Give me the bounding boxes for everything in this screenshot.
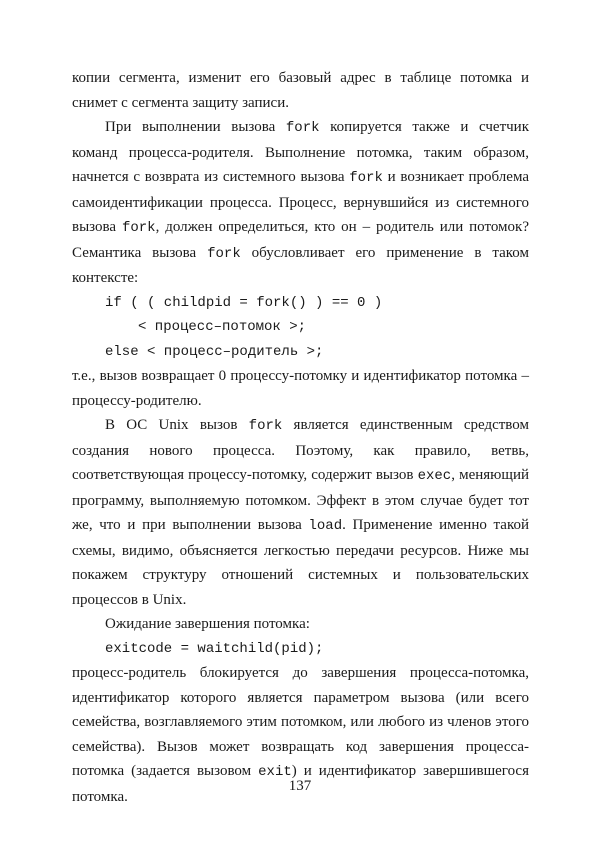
code-line: if ( ( childpid = fork() ) == 0 ) (105, 294, 383, 311)
text-run: , должен определиться, кто он – родитель или потомок? Семантика вызова (72, 219, 529, 261)
text-run: При выполнении вызова (105, 119, 286, 135)
code-line: else < процесс–родитель >; (105, 343, 324, 360)
code-line: < процесс–потомок >; (138, 319, 307, 335)
text-run: обусловливает его применение в таком контексте: (72, 244, 529, 286)
text-run: процесс-родитель блокируется до завершения процесса-потомка, идентификатор которого является параметром вызова (или всего семейства, возглавляемого этим потомком, или любого из членов этого семейства). Вызов может возвращать код завершения процесса-потомка (задается вызовом (72, 665, 529, 779)
text-run: является единственным средством создания нового процесса. Поэтому, как правило, ветвь, соответствующая процессу-потомку, содержит вызов (72, 417, 529, 483)
code-line: exitcode = waitchild(pid); (105, 640, 324, 657)
inline-code: fork (349, 170, 383, 186)
text-run: В ОС Unix вызов (105, 417, 249, 433)
page-number: 137 (288, 778, 312, 794)
text-run: . Применение именно такой схемы, видимо, объясняется легкостью передачи ресурсов. Ниже мы покажем структуру отношений системных и пользовательских процессов в Unix. (72, 517, 529, 608)
inline-code: fork (207, 245, 241, 262)
text-run: копируется также и счетчик команд процесса-родителя. Выполнение потомка, таким образом, начнется с возврата из системного вызова (72, 119, 529, 185)
text-run: и возникает проблема самоидентификации процесса. Процесс, вернувшийся из системного вызова (72, 169, 529, 235)
paragraph (72, 364, 529, 413)
inline-code: exec (417, 468, 452, 484)
page-body-text (72, 66, 529, 809)
paragraph (72, 115, 529, 291)
inline-code: load (308, 518, 343, 534)
inline-code: fork (285, 120, 320, 136)
paragraph (72, 612, 529, 637)
inline-code: fork (121, 220, 156, 236)
paragraph (72, 413, 529, 612)
text-run: ) и идентификатор завершившегося потомка. (72, 763, 529, 805)
text-run: Ожидание завершения потомка: (105, 616, 310, 632)
text-run: т.е., вызов возвращает 0 процессу-потомку и идентификатор потомка – процессу-родителю. (72, 368, 529, 409)
text-run: копии сегмента, изменит его базовый адрес в таблице потомка и снимет с сегмента защиту записи. (72, 70, 529, 111)
text-run: , меняющий программу, выполняемую потомком. Эффект в этом случае будет тот же, что и при выполнении вызова (72, 467, 529, 533)
paragraph (72, 66, 529, 115)
inline-code: fork (248, 418, 283, 434)
inline-code: exit (258, 764, 292, 780)
